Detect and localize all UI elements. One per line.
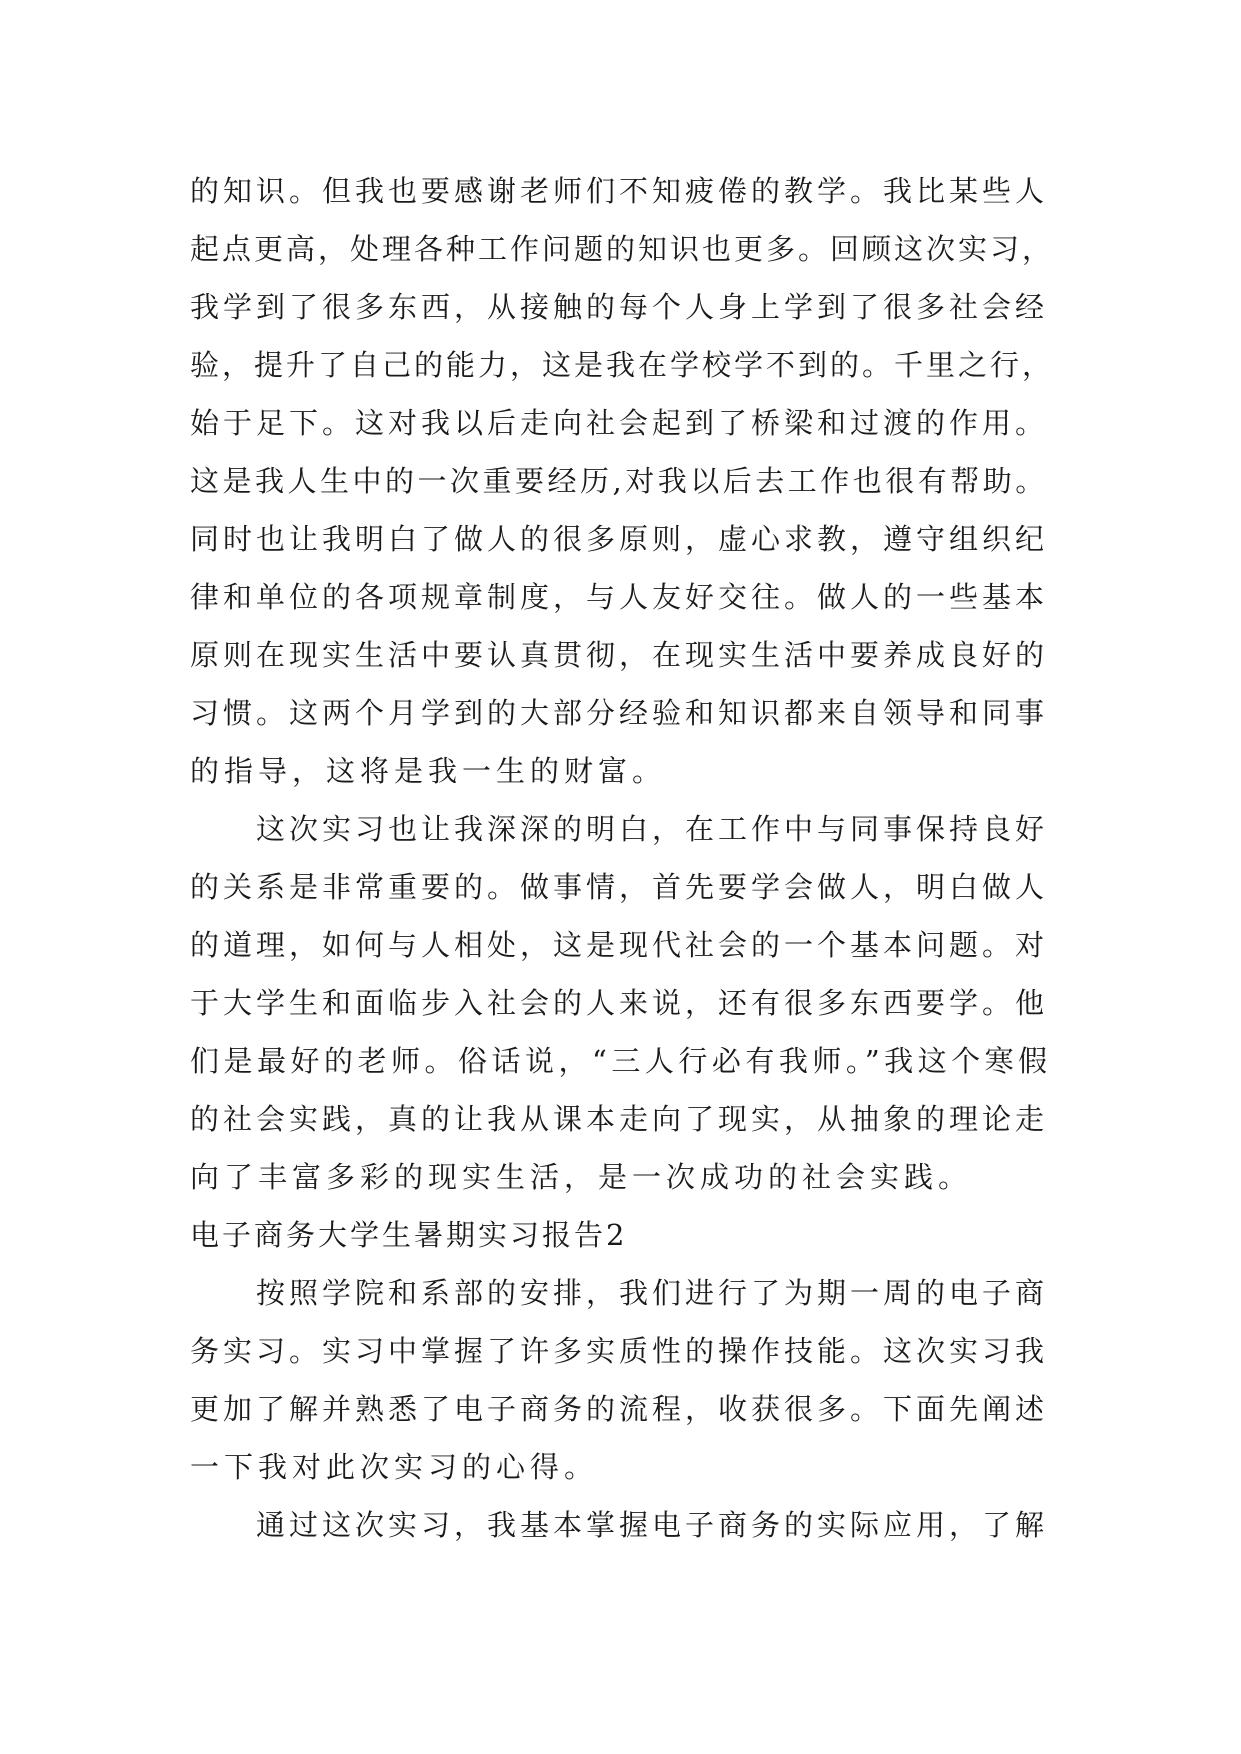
text-line: 这是我人生中的一次重要经历,对我以后去工作也很有帮助。 <box>190 464 1048 498</box>
text-line: 更加了解并熟悉了电子商务的流程，收获很多。下面先阐述 <box>190 1392 1049 1426</box>
text-line: 始于足下。这对我以后走向社会起到了桥梁和过渡的作用。 <box>190 406 1049 440</box>
text-line: 的道理，如何与人相处，这是现代社会的一个基本问题。对 <box>190 928 1049 962</box>
text-line: 于大学生和面临步入社会的人来说，还有很多东西要学。他 <box>190 986 1049 1020</box>
text-line: 习惯。这两个月学到的大部分经验和知识都来自领导和同事 <box>190 696 1049 730</box>
text-line: 律和单位的各项规章制度，与人友好交往。做人的一些基本 <box>190 580 1049 614</box>
text-line: 通过这次实习，我基本掌握电子商务的实际应用，了解 <box>190 1508 1049 1542</box>
text-line: 按照学院和系部的安排，我们进行了为期一周的电子商 <box>190 1276 1049 1310</box>
text-line: 务实习。实习中掌握了许多实质性的操作技能。这次实习我 <box>190 1334 1049 1368</box>
text-line: 一下我对此次实习的心得。 <box>190 1450 599 1484</box>
text-line: 的社会实践，真的让我从课本走向了现实，从抽象的理论走 <box>190 1102 1049 1136</box>
text-line: 原则在现实生活中要认真贯彻，在现实生活中要养成良好的 <box>190 638 1049 672</box>
document-body <box>190 162 1060 1554</box>
text-line: 起点更高，处理各种工作问题的知识也更多。回顾这次实习， <box>190 232 1055 266</box>
text-line: 向了丰富多彩的现实生活，是一次成功的社会实践。 <box>190 1160 973 1194</box>
text-line: 们是最好的老师。俗话说，“三人行必有我师。”我这个寒假 <box>190 1044 1052 1078</box>
text-line: 的关系是非常重要的。做事情，首先要学会做人，明白做人 <box>190 870 1049 904</box>
section-heading: 电子商务大学生暑期实习报告2 <box>190 1218 628 1252</box>
text-line: 这次实习也让我深深的明白，在工作中与同事保持良好 <box>190 812 1049 846</box>
text-line: 的知识。但我也要感谢老师们不知疲倦的教学。我比某些人 <box>190 174 1049 208</box>
text-line: 我学到了很多东西，从接触的每个人身上学到了很多社会经 <box>190 290 1049 324</box>
text-line: 同时也让我明白了做人的很多原则，虚心求教，遵守组织纪 <box>190 522 1049 556</box>
text-line: 验，提升了自己的能力，这是我在学校学不到的。千里之行， <box>190 348 1055 382</box>
text-line: 的指导，这将是我一生的财富。 <box>190 754 667 788</box>
